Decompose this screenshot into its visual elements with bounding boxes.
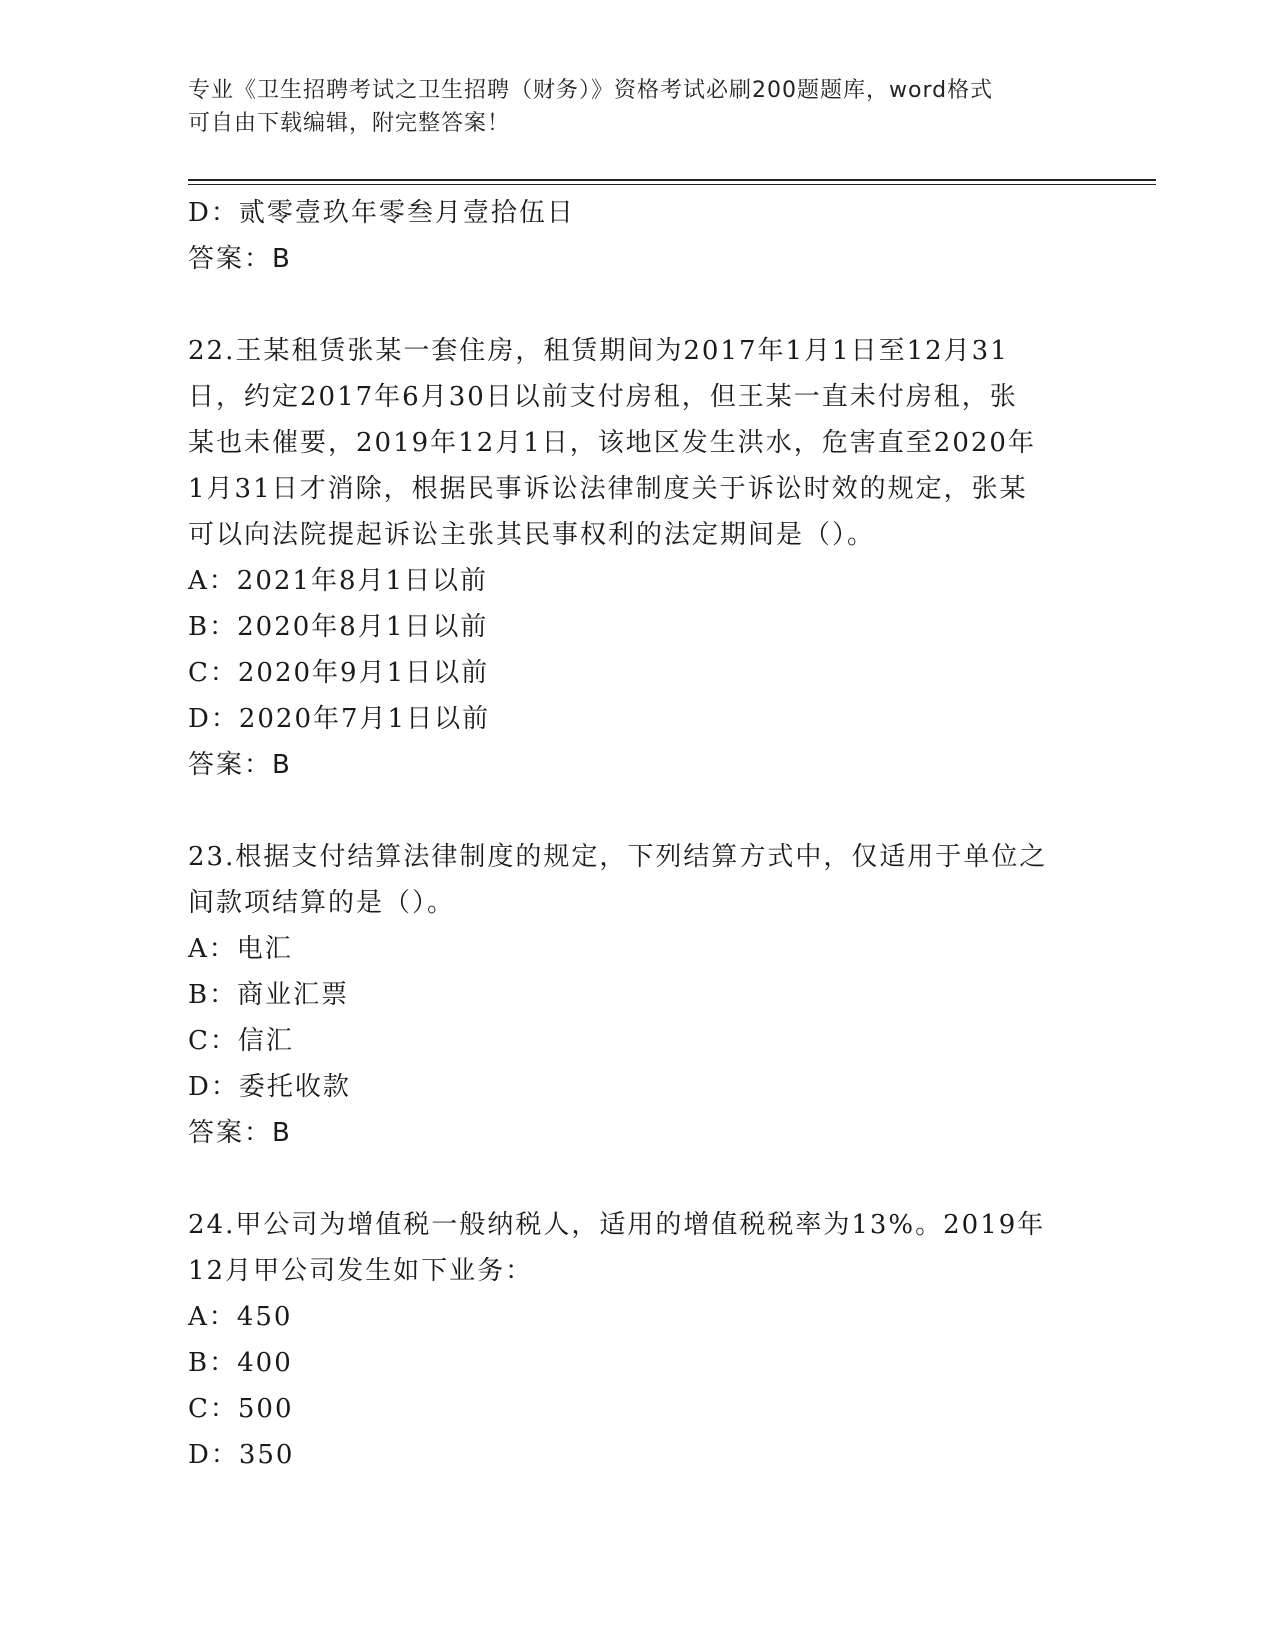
option-d: D：350	[188, 1440, 295, 1470]
answer-line: 答案：B	[188, 1118, 292, 1148]
answer-line: 答案：B	[188, 244, 292, 274]
option-c: C：2020年9月1日以前	[188, 658, 490, 688]
spacer	[188, 1156, 1078, 1202]
spacer	[188, 788, 1078, 834]
option-c: C：信汇	[188, 1026, 294, 1056]
question-22	[188, 328, 1078, 788]
document-header	[188, 74, 1068, 140]
question-text-line: 1月31日才消除，根据民事诉讼法律制度关于诉讼时效的规定，张某	[188, 474, 1028, 504]
question-text-line: 23.根据支付结算法律制度的规定，下列结算方式中，仅适用于单位之	[188, 842, 1048, 872]
option-a: A：电汇	[188, 934, 293, 964]
option-a: A：450	[188, 1302, 293, 1332]
question-23	[188, 834, 1078, 1156]
option-b: B：400	[188, 1348, 293, 1378]
header-rule-thick	[188, 179, 1156, 181]
answer-line: 答案：B	[188, 750, 292, 780]
option-d: D：2020年7月1日以前	[188, 704, 491, 734]
option-d: D：贰零壹玖年零叁月壹拾伍日	[188, 198, 575, 228]
question-text-line: 日，约定2017年6月30日以前支付房租，但王某一直未付房租，张	[188, 382, 1018, 412]
question-24	[188, 1202, 1078, 1478]
question-text-line: 某也未催要，2019年12月1日，该地区发生洪水，危害直至2020年	[188, 428, 1036, 458]
option-b: B：商业汇票	[188, 980, 350, 1010]
question-text-line: 24.甲公司为增值税一般纳税人，适用的增值税税率为13%。2019年	[188, 1210, 1046, 1240]
question-text-line: 可以向法院提起诉讼主张其民事权利的法定期间是（）。	[188, 520, 876, 550]
option-a: A：2021年8月1日以前	[188, 566, 489, 596]
header-line-1: 专业《卫生招聘考试之卫生招聘（财务）》资格考试必刷200题题库，word格式	[188, 78, 994, 103]
option-d: D：委托收款	[188, 1072, 351, 1102]
header-rule-thin	[188, 184, 1156, 185]
question-text-line: 间款项结算的是（）。	[188, 888, 456, 918]
header-line-2: 可自由下载编辑，附完整答案！	[188, 111, 511, 136]
previous-question-tail	[188, 190, 1078, 282]
document-body	[188, 190, 1078, 1478]
question-text-line: 22.王某租赁张某一套住房，租赁期间为2017年1月1日至12月31	[188, 336, 1009, 366]
question-text-line: 12月甲公司发生如下业务：	[188, 1256, 534, 1286]
option-c: C：500	[188, 1394, 294, 1424]
option-b: B：2020年8月1日以前	[188, 612, 489, 642]
spacer	[188, 282, 1078, 328]
